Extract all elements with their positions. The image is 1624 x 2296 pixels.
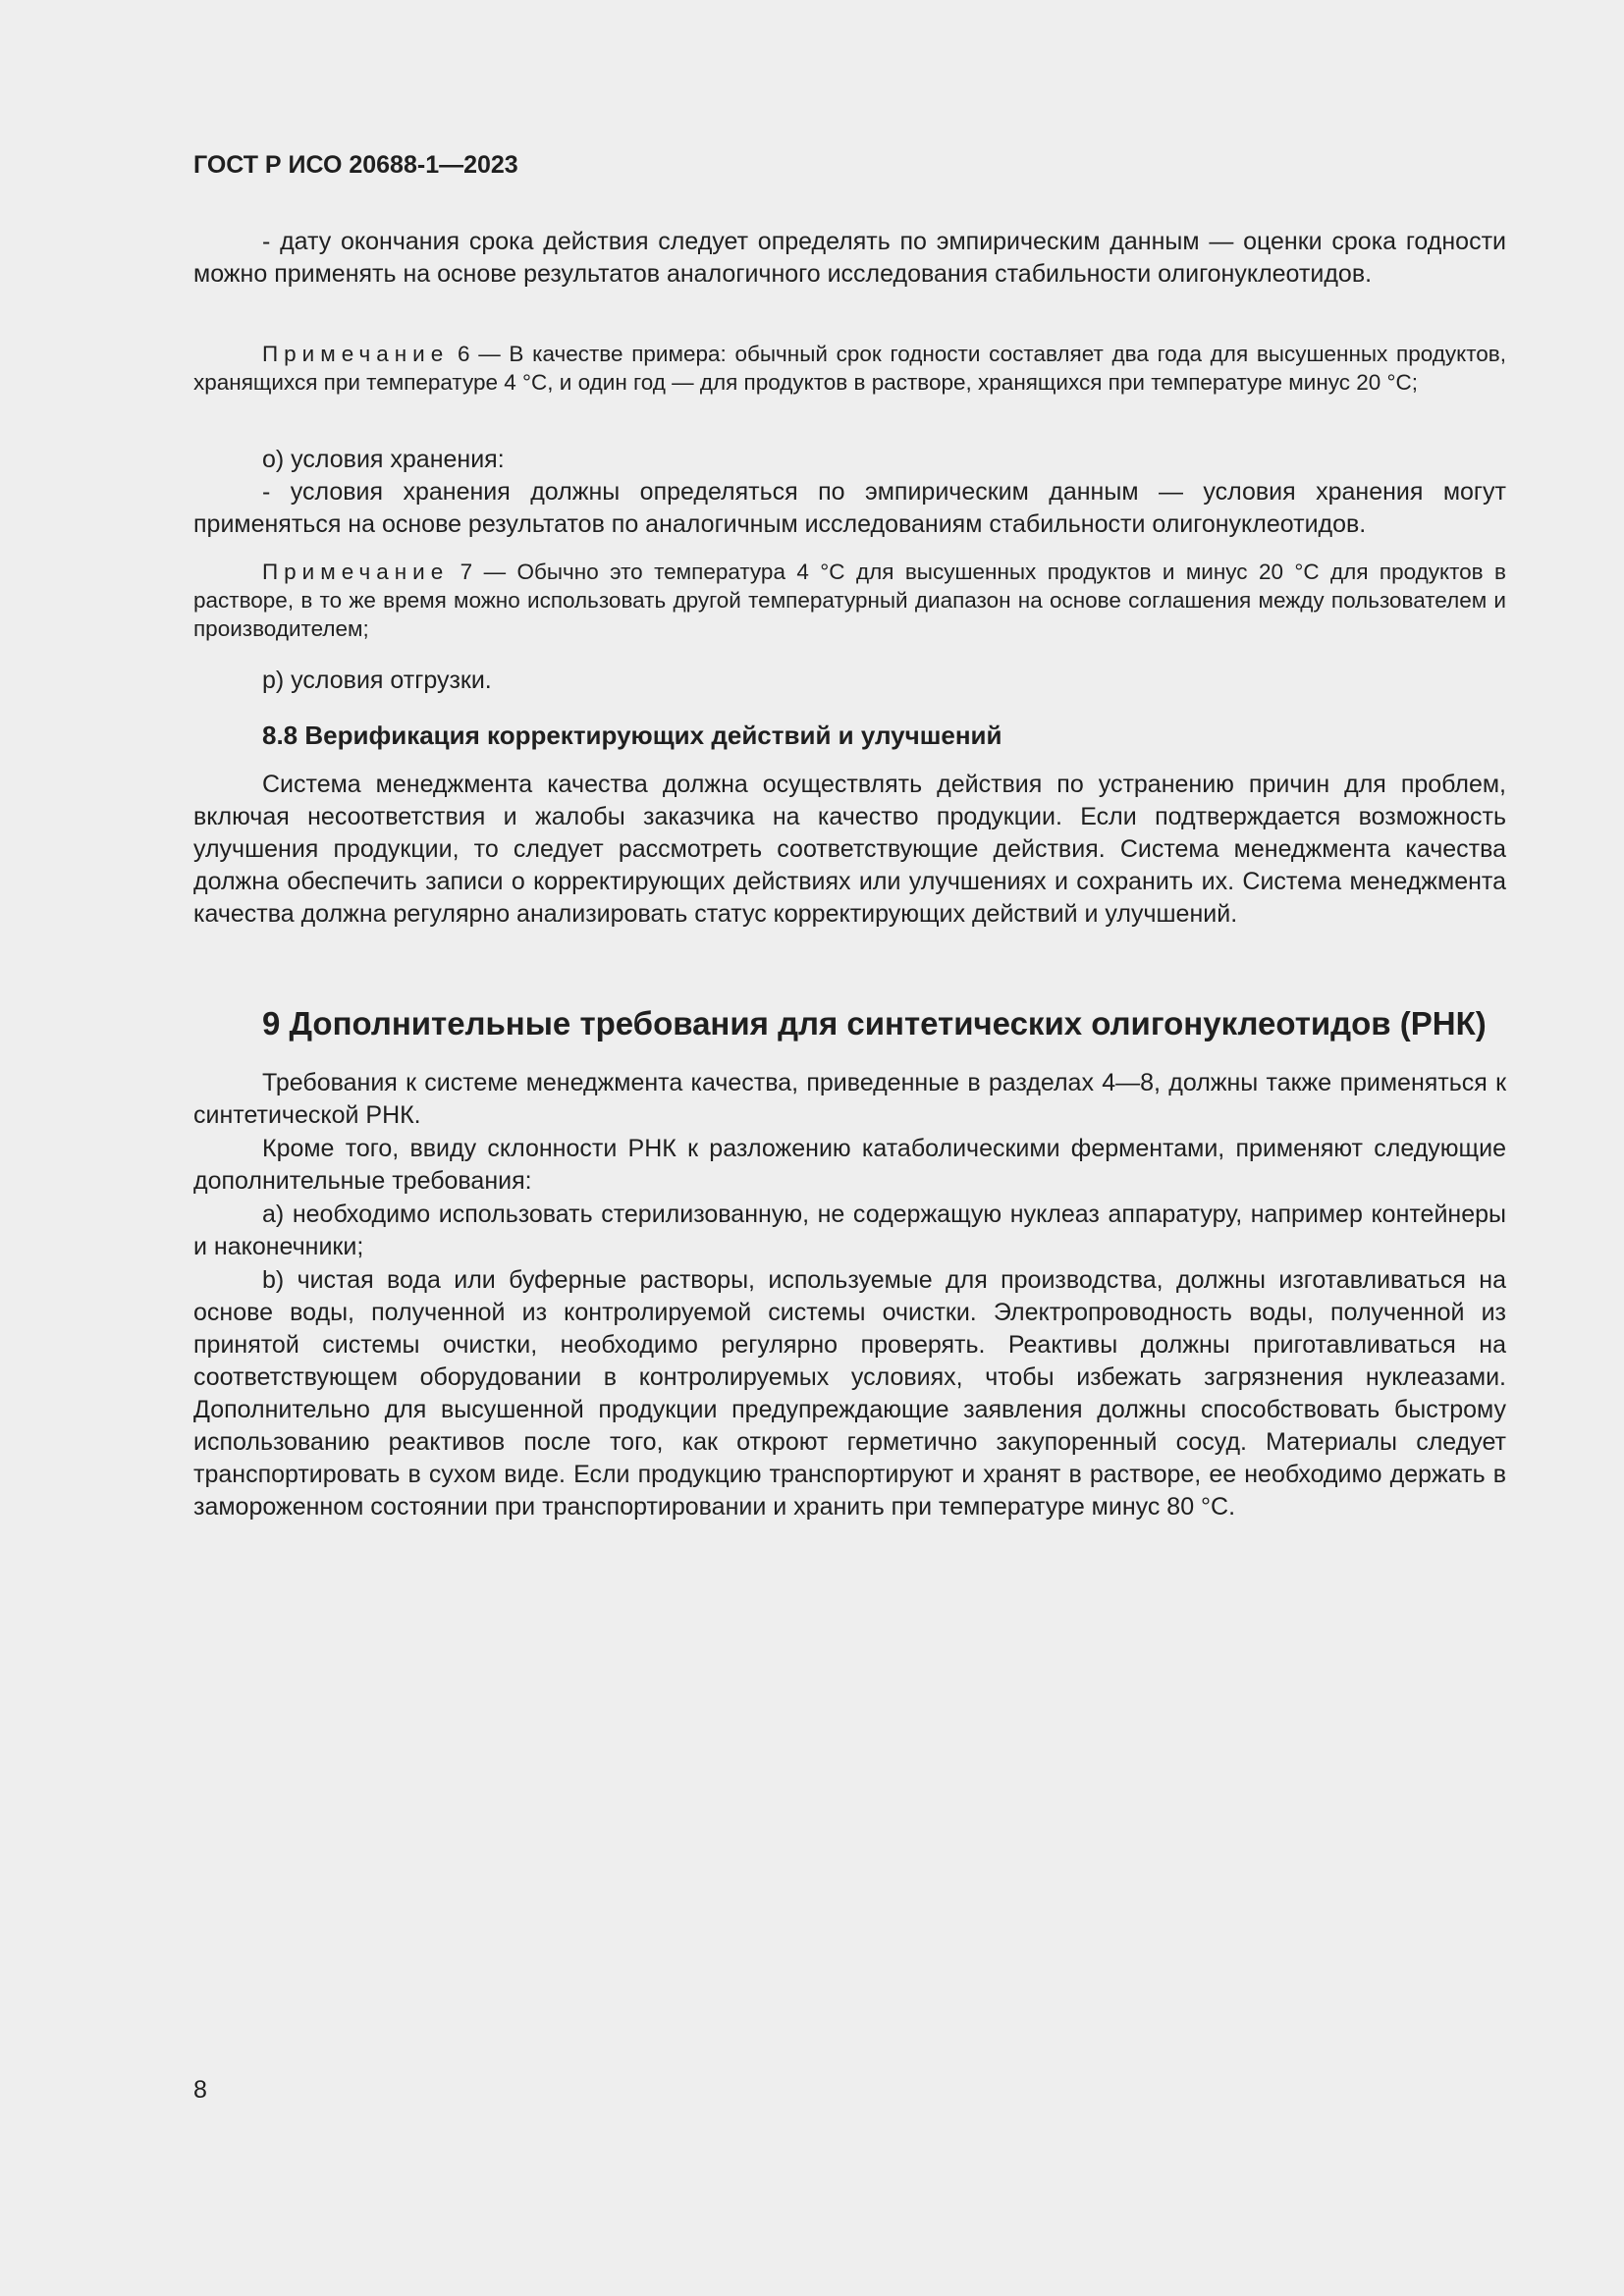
list-item-p: р) условия отгрузки. <box>262 667 492 694</box>
page-header-standard-code: ГОСТ Р ИСО 20688-1—2023 <box>193 151 518 179</box>
note-7-text: 7 — Обычно это температура 4 °С для высушенных продуктов и минус 20 °С для продуктов в растворе, в то же время можно использовать другой температурный диапазон на основе соглашения между пользователем и производителем; <box>193 560 1506 641</box>
paragraph-section-8-8: Система менеджмента качества должна осуществлять действия по устранению причин для проблем, включая несоответствия и жалобы заказчика на качество продукции. Если подтверждается возможность улучшения продукции, то следует рассмотреть соответствующие действия. Система менеджмента качества должна обеспечить записи о корректирующих действиях или улучшениях и сохранить их. Система менеджмента качества должна регулярно анализировать статус корректирующих действий и улучшений. <box>193 771 1506 928</box>
section-heading-8-8: 8.8 Верификация корректирующих действий и улучшений <box>262 721 1002 750</box>
note-6 <box>193 340 1506 397</box>
list-item-o: о) условия хранения: <box>262 446 505 473</box>
section-heading-9: 9 Дополнительные требования для синтетических олигонуклеотидов (РНК) <box>262 1005 1487 1041</box>
paragraph-section-9-additional: Кроме того, ввиду склонности РНК к разложению катаболическими ферментами, применяют следующие дополнительные требования: <box>193 1135 1506 1195</box>
note-6-text: 6 — В качестве примера: обычный срок годности составляет два года для высушенных продуктов, хранящихся при температуре 4 °С, и один год — для продуктов в растворе, хранящихся при температуре минус 20 °С; <box>193 342 1506 395</box>
list-item-b: b) чистая вода или буферные растворы, используемые для производства, должны изготавливаться на основе воды, полученной из контролируемой системы очистки. Электропроводность воды, полученной из принятой системы очистки, необходимо регулярно проверять. Реактивы должны приготавливаться на соответствующем оборудовании в контролируемых условиях, чтобы избежать загрязнения нуклеазами. Дополнительно для высушенной продукции предупреждающие заявления должны способствовать быстрому использованию реактивов после того, как откроют герметично закупоренный сосуд. Материалы следует транспортировать в сухом виде. Если продукцию транспортируют и хранят в растворе, ее необходимо держать в замороженном состоянии при транспортировании и хранить при температуре минус 80 °С. <box>193 1266 1506 1521</box>
note-7 <box>193 558 1506 643</box>
note-6-label: Примечание <box>262 342 450 366</box>
page-number: 8 <box>193 2076 207 2104</box>
paragraph-storage-conditions: - условия хранения должны определяться по эмпирическим данным — условия хранения могут применяться на основе результатов по аналогичным исследованиям стабильности олигонуклеотидов. <box>193 478 1506 538</box>
list-item-a: a) необходимо использовать стерилизованную, не содержащую нуклеаз аппаратуру, например контейнеры и наконечники; <box>193 1201 1506 1260</box>
paragraph-expiry-date: - дату окончания срока действия следует определять по эмпирическим данным — оценки срока годности можно применять на основе результатов аналогичного исследования стабильности олигонуклеотидов. <box>193 228 1506 288</box>
note-7-label: Примечание <box>262 560 450 584</box>
paragraph-section-9-intro: Требования к системе менеджмента качества, приведенные в разделах 4—8, должны также применяться к синтетической РНК. <box>193 1069 1506 1129</box>
